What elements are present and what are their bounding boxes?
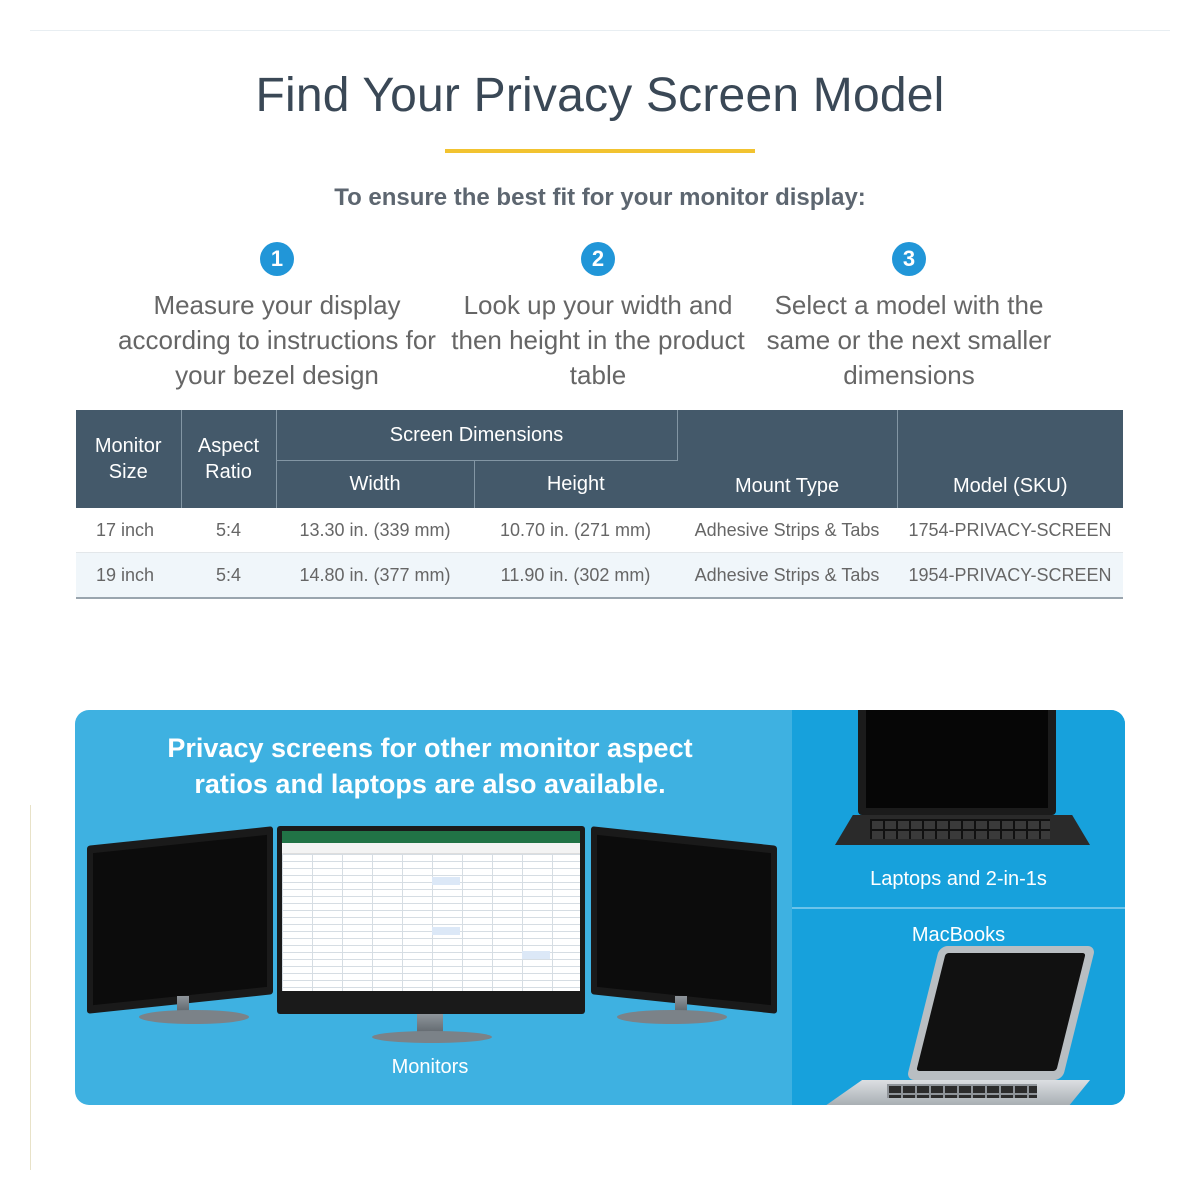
page-subtitle: To ensure the best fit for your monitor display:	[334, 184, 866, 211]
step-1-number-badge: 1	[260, 242, 294, 276]
cell-width: 14.80 in. (377 mm)	[276, 553, 474, 599]
cell-monitor-size: 19 inch	[76, 553, 181, 599]
cell-height: 10.70 in. (271 mm)	[474, 508, 677, 553]
header-height: Height	[474, 461, 677, 509]
header-aspect-ratio: Aspect Ratio	[181, 410, 276, 508]
product-table	[76, 410, 1123, 599]
cell-width: 13.30 in. (339 mm)	[276, 508, 474, 553]
cell-aspect-ratio: 5:4	[181, 553, 276, 599]
step-2-text: Look up your width and then height in the product table	[451, 290, 745, 390]
panel-headline: Privacy screens for other monitor aspect ratios and laptops are also available.	[167, 733, 693, 799]
cell-model-sku: 1754-PRIVACY-SCREEN	[897, 508, 1123, 553]
cell-mount-type: Adhesive Strips & Tabs	[677, 508, 897, 553]
laptop-image	[830, 710, 1095, 858]
step-1-text: Measure your display according to instructions for your bezel design	[118, 290, 436, 390]
cell-model-sku: 1954-PRIVACY-SCREEN	[897, 553, 1123, 599]
monitors-label: Monitors	[391, 1056, 469, 1078]
cell-monitor-size: 17 inch	[76, 508, 181, 553]
center-monitor-image	[277, 826, 587, 1046]
header-screen-dimensions: Screen Dimensions	[276, 410, 677, 461]
cell-height: 11.90 in. (302 mm)	[474, 553, 677, 599]
laptops-label: Laptops and 2-in-1s	[870, 868, 1047, 890]
cell-mount-type: Adhesive Strips & Tabs	[677, 553, 897, 599]
step-3-number-badge: 3	[892, 242, 926, 276]
frame-top-line	[30, 30, 1170, 31]
frame-left-line	[30, 805, 31, 1170]
header-width: Width	[276, 461, 474, 509]
spreadsheet-screen	[282, 831, 580, 991]
laptop-section-divider	[792, 907, 1125, 909]
title-underline	[445, 149, 755, 153]
cell-aspect-ratio: 5:4	[181, 508, 276, 553]
header-mount-type: Mount Type	[677, 410, 897, 508]
step-1	[117, 242, 437, 393]
step-2-number-badge: 2	[581, 242, 615, 276]
macbooks-label: MacBooks	[911, 924, 1006, 946]
step-3-text: Select a model with the same or the next smaller dimensions	[766, 290, 1052, 390]
step-3	[749, 242, 1069, 393]
page-title: Find Your Privacy Screen Model	[255, 69, 945, 122]
availability-panel	[75, 710, 1125, 1105]
header-model-sku: Model (SKU)	[897, 410, 1123, 508]
macbook-image	[825, 940, 1100, 1105]
table-row	[76, 508, 1123, 553]
table-row	[76, 553, 1123, 599]
left-monitor-image	[87, 826, 277, 1031]
header-monitor-size: Monitor Size	[76, 410, 181, 508]
right-monitor-image	[587, 826, 777, 1031]
step-2	[438, 242, 758, 393]
